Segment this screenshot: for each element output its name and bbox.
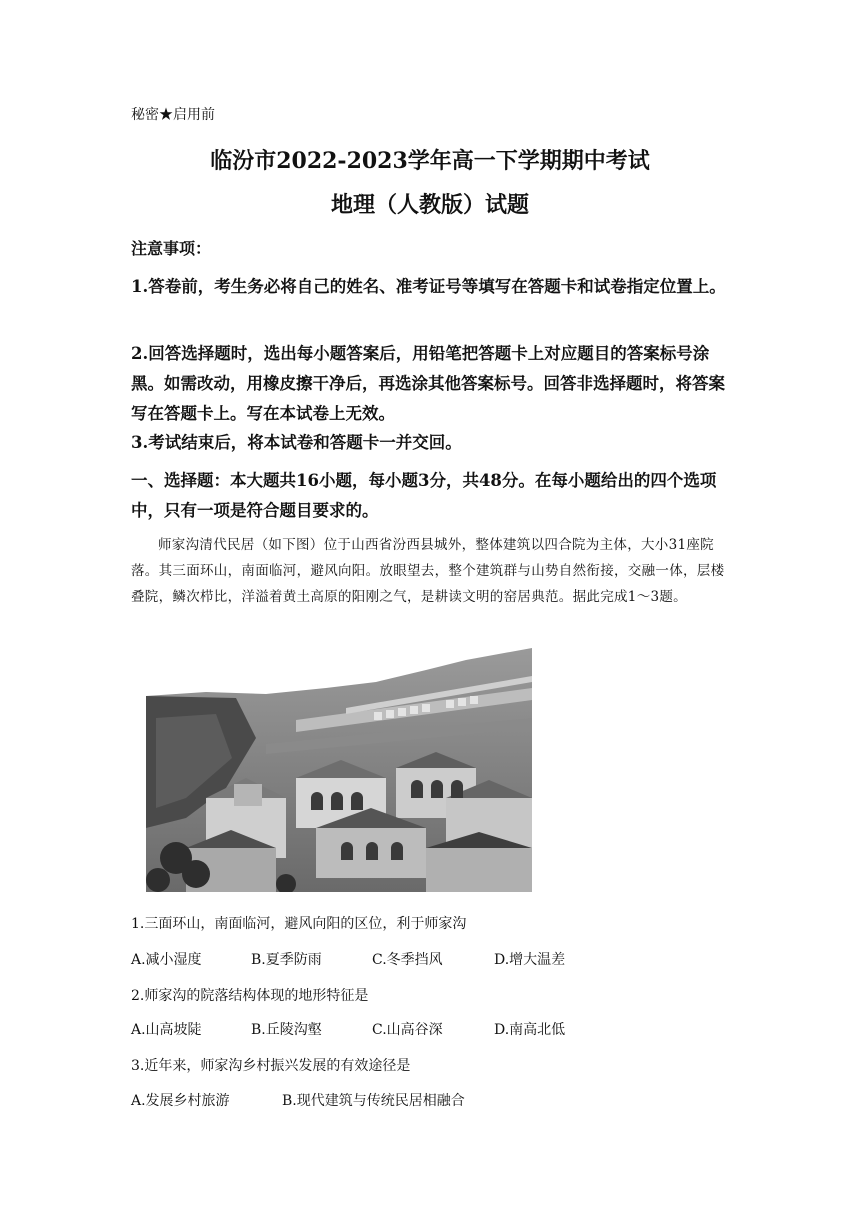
q2-option-d: D.南高北低	[494, 1022, 566, 1038]
question-2-stem: 2.师家沟的院落结构体现的地形特征是	[131, 988, 369, 1004]
confidential-label: 秘密★启用前	[131, 107, 215, 123]
q2-option-b: B.丘陵沟壑	[251, 1022, 322, 1038]
village-photo	[146, 648, 532, 892]
exam-title: 临汾市2022-2023学年高一下学期期中考试	[210, 148, 650, 174]
q3-option-a: A.发展乡村旅游	[131, 1093, 230, 1109]
note-item-2: 2.回答选择题时，选出每小题答案后，用铅笔把答题卡上对应题目的答案标号涂黑。如需改动，用橡皮擦干净后，再选涂其他答案标号。回答非选择题时，将答案写在答题卡上。写在本试卷上无效。	[131, 344, 725, 423]
q2-option-c: C.山高谷深	[372, 1022, 443, 1038]
reading-passage: 师家沟清代民居（如下图）位于山西省汾西县城外，整体建筑以四合院为主体，大小31座院落。其三面环山，南面临河，避风向阳。放眼望去，整个建筑群与山势自然衔接，交融一体，层楼叠院，鳞次栉比，洋溢着黄土高原的阳刚之气，是耕读文明的窑居典范。据此完成1～3题。	[131, 537, 725, 605]
q2-option-a: A.山高坡陡	[131, 1022, 202, 1038]
section-heading: 一、选择题：本大题共16小题，每小题3分，共48分。在每小题给出的四个选项中，只有一项是符合题目要求的。	[131, 471, 717, 520]
note-item-1: 1.答卷前，考生务必将自己的姓名、准考证号等填写在答题卡和试卷指定位置上。	[131, 277, 726, 296]
exam-subtitle: 地理（人教版）试题	[330, 192, 529, 218]
q3-option-b: B.现代建筑与传统民居相融合	[282, 1093, 465, 1109]
notes-heading: 注意事项：	[131, 239, 212, 258]
question-3-stem: 3.近年来，师家沟乡村振兴发展的有效途径是	[131, 1058, 411, 1074]
q1-option-c: C.冬季挡风	[372, 952, 443, 968]
q1-option-d: D.增大温差	[494, 952, 566, 968]
note-item-3: 3.考试结束后，将本试卷和答题卡一并交回。	[131, 433, 462, 452]
q1-option-a: A.减小湿度	[131, 952, 202, 968]
question-1-stem: 1.三面环山，南面临河，避风向阳的区位，利于师家沟	[131, 916, 467, 932]
q1-option-b: B.夏季防雨	[251, 952, 322, 968]
